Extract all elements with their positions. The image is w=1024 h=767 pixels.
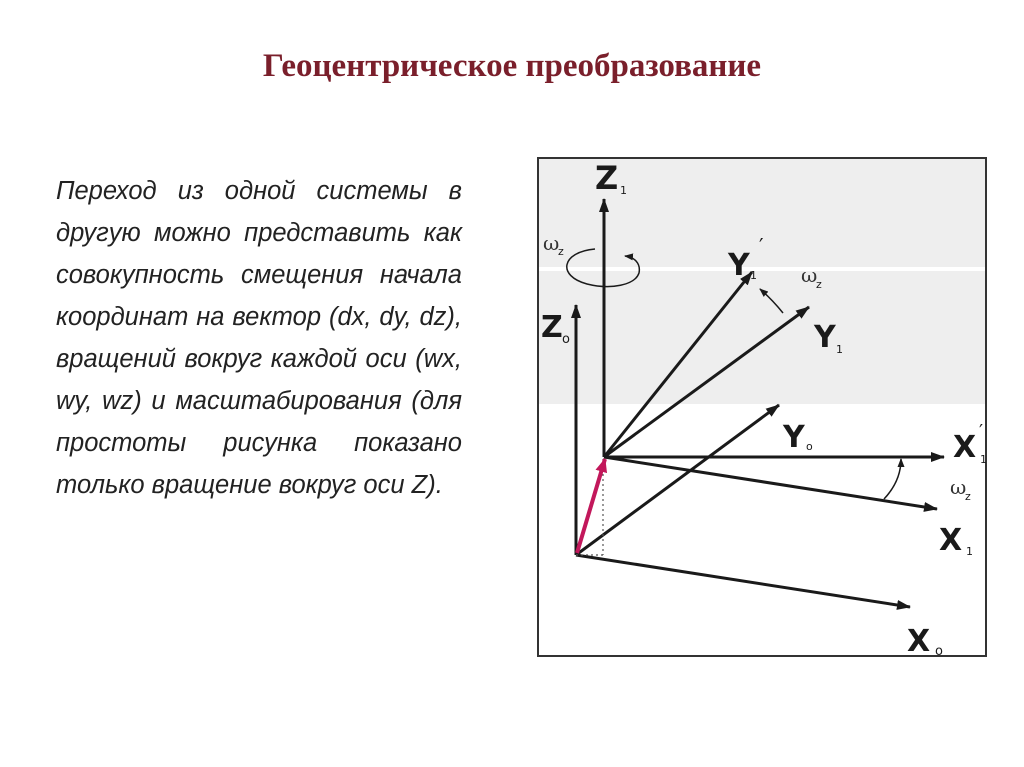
label-omega-z-rotation: ω bbox=[543, 231, 560, 255]
slide-title: Геоцентрическое преобразование bbox=[262, 48, 762, 84]
label-z1-sub: 1 bbox=[620, 184, 627, 197]
label-x1-prime-mark: ′ bbox=[979, 421, 984, 442]
label-y0-sub: o bbox=[806, 440, 813, 453]
label-y0: Y bbox=[783, 420, 805, 455]
axis-x0 bbox=[576, 555, 910, 607]
label-omega-z-y-sub: z bbox=[816, 278, 822, 291]
label-omega-z-rotation-sub: z bbox=[558, 245, 564, 258]
label-x0-sub: o bbox=[935, 644, 943, 659]
label-omega-z-y: ω bbox=[801, 263, 818, 287]
label-omega-z-x: ω bbox=[950, 475, 967, 499]
coordinate-transformation-figure bbox=[537, 157, 987, 657]
label-z1: Z bbox=[595, 159, 619, 197]
figure-svg bbox=[539, 159, 987, 659]
label-y1-prime-sub: 1 bbox=[750, 269, 757, 282]
label-omega-z-x-sub: z bbox=[965, 490, 971, 503]
body-text: Переход из одной системы в другую можно представить как совокупность смещения начала координат на вектор (dx, dy, dz), вращений вокруг каждой оси (wx, wy, wz) и масштабирования (для простоты рисунка показано только вращение вокруг оси Z). bbox=[56, 177, 462, 499]
label-y1-prime: Y bbox=[728, 248, 750, 283]
rotation-arc-x bbox=[884, 459, 901, 499]
label-y1: Y bbox=[814, 320, 836, 355]
label-y1-sub: 1 bbox=[836, 343, 843, 356]
label-x1-prime-sub: 1 bbox=[980, 453, 987, 466]
label-x1: X bbox=[939, 523, 963, 558]
label-x1-sub: 1 bbox=[966, 545, 973, 558]
label-x1-prime: X bbox=[953, 430, 977, 465]
axis-x1 bbox=[604, 457, 937, 509]
label-x0: X bbox=[907, 624, 931, 659]
offset-vector bbox=[577, 459, 605, 553]
white-band bbox=[539, 267, 985, 271]
label-y1-prime-mark: ′ bbox=[759, 234, 764, 258]
label-z0-sub: o bbox=[562, 332, 570, 347]
label-z0: Z bbox=[541, 310, 563, 345]
